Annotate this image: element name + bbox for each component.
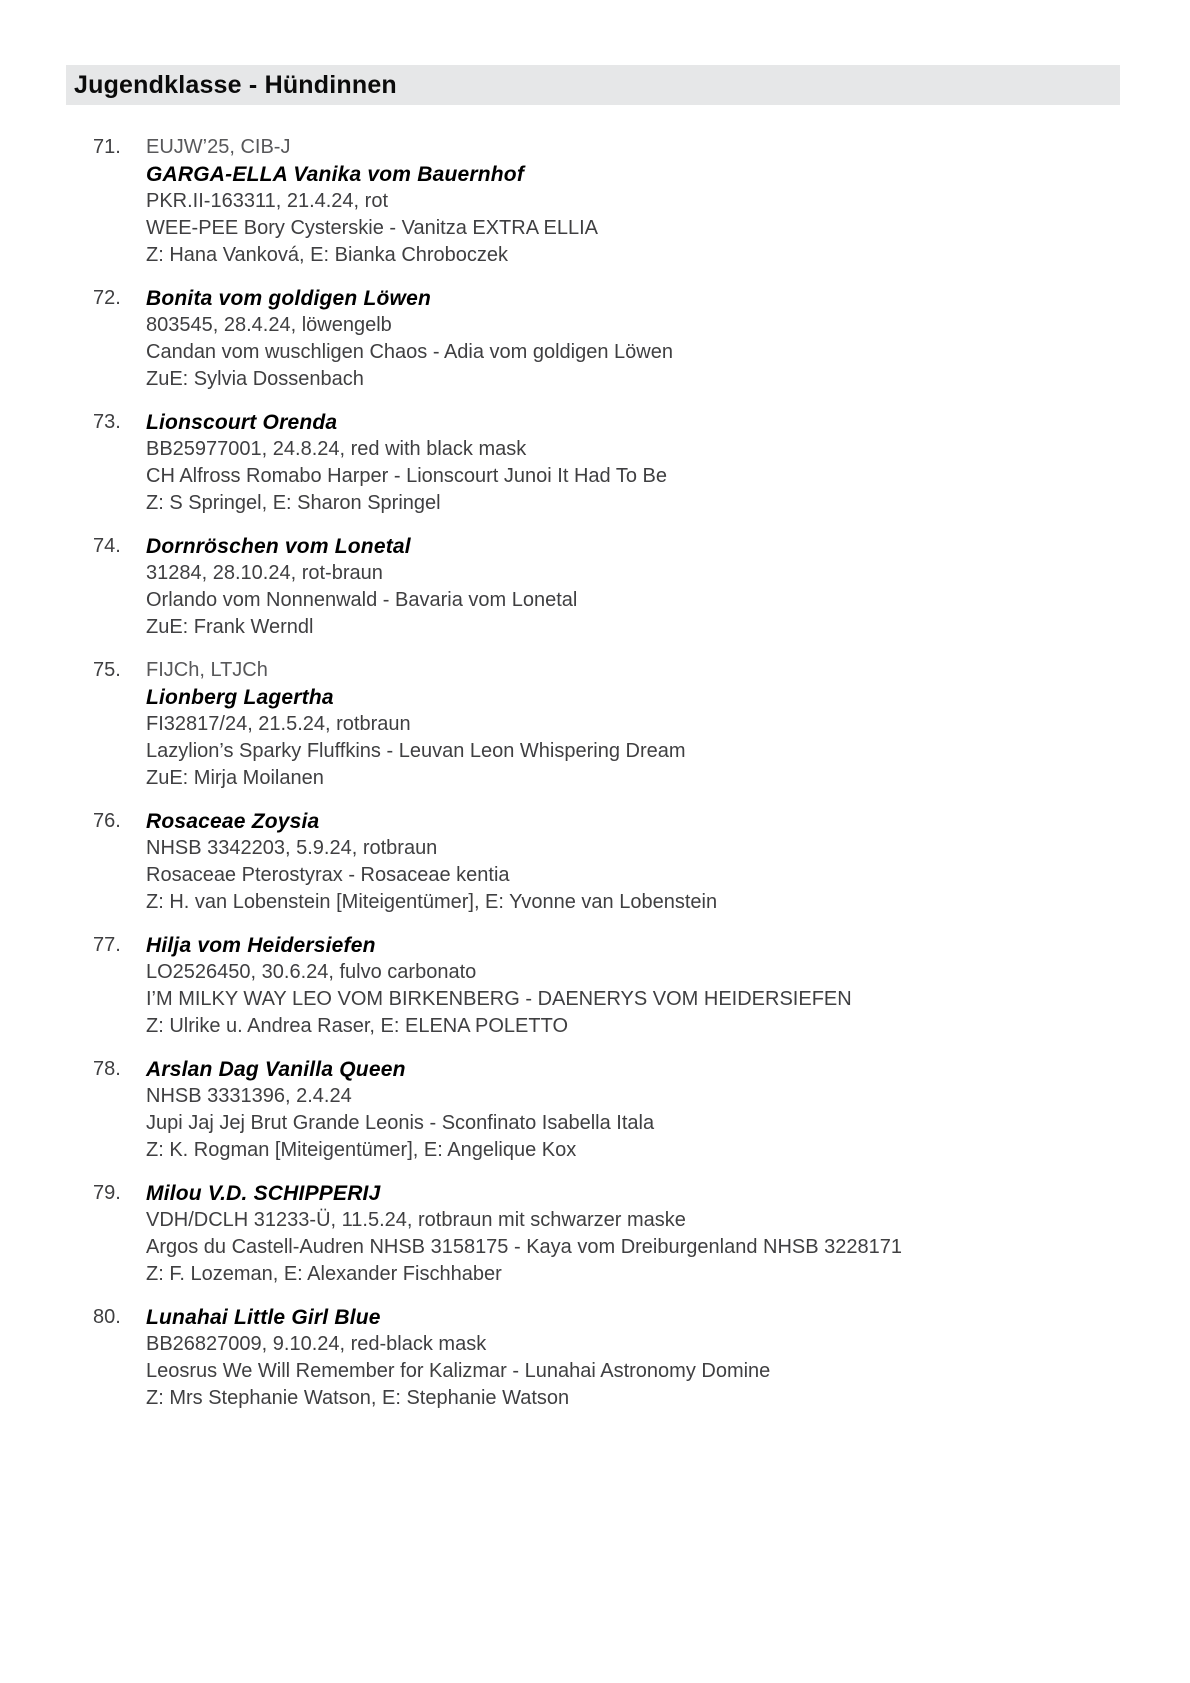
entry: [93, 285, 1150, 393]
entry-titles: FIJCh, LTJCh: [146, 659, 268, 681]
entry-detail-line: ZuE: Frank Werndl: [146, 616, 314, 638]
entry-detail-line: Z: H. van Lobenstein [Miteigentümer], E: Yvonne van Lobenstein: [146, 891, 718, 913]
entry-detail-line: Lazylion’s Sparky Fluffkins - Leuvan Leon Whispering Dream: [146, 740, 686, 762]
entry-number: 78.: [93, 1058, 121, 1080]
entry-detail-line: Z: Ulrike u. Andrea Raser, E: ELENA POLETTO: [146, 1015, 569, 1037]
entry-name: Hilja vom Heidersiefen: [146, 934, 376, 957]
entry-detail-line: Argos du Castell-Audren NHSB 3158175 - Kaya vom Dreiburgenland NHSB 3228171: [146, 1236, 902, 1258]
entry-body: [146, 134, 1150, 269]
entry-number: 77.: [93, 934, 121, 956]
entry-body: [146, 409, 1150, 517]
entry-detail-line: ZuE: Sylvia Dossenbach: [146, 368, 364, 390]
entry-detail-line: I’M MILKY WAY LEO VOM BIRKENBERG - DAENERYS VOM HEIDERSIEFEN: [146, 988, 852, 1010]
entry-detail-line: LO2526450, 30.6.24, fulvo carbonato: [146, 961, 477, 983]
entry-name: GARGA-ELLA Vanika vom Bauernhof: [146, 163, 525, 186]
entry-name: Bonita vom goldigen Löwen: [146, 287, 431, 310]
entry-detail-line: 803545, 28.4.24, löwengelb: [146, 314, 392, 336]
entry-detail-line: Jupi Jaj Jej Brut Grande Leonis - Sconfinato Isabella Itala: [146, 1112, 655, 1134]
entry-name: Rosaceae Zoysia: [146, 810, 320, 833]
section-title: Jugendklasse - Hündinnen: [74, 70, 397, 99]
entry: [93, 409, 1150, 517]
entry-number: 73.: [93, 411, 121, 433]
entry: [93, 808, 1150, 916]
entry-detail-line: Candan vom wuschligen Chaos - Adia vom goldigen Löwen: [146, 341, 673, 363]
entry-detail-line: WEE-PEE Bory Cysterskie - Vanitza EXTRA ELLIA: [146, 217, 598, 239]
entry-detail-line: Orlando vom Nonnenwald - Bavaria vom Lonetal: [146, 589, 578, 611]
entry-detail-line: Rosaceae Pterostyrax - Rosaceae kentia: [146, 864, 510, 886]
entry-detail-line: Z: F. Lozeman, E: Alexander Fischhaber: [146, 1263, 502, 1285]
entry-body: [146, 1304, 1150, 1412]
entry-detail-line: BB26827009, 9.10.24, red-black mask: [146, 1333, 487, 1355]
entry-detail-line: Leosrus We Will Remember for Kalizmar - Lunahai Astronomy Domine: [146, 1360, 771, 1382]
entry-body: [146, 808, 1150, 916]
entry-detail-line: BB25977001, 24.8.24, red with black mask: [146, 438, 527, 460]
entry-detail-line: Z: Hana Vanková, E: Bianka Chroboczek: [146, 244, 509, 266]
entry-name: Milou V.D. SCHIPPERIJ: [146, 1182, 381, 1205]
entry-body: [146, 533, 1150, 641]
entry-name: Lionscourt Orenda: [146, 411, 338, 434]
entry: [93, 1304, 1150, 1412]
entry: [93, 1180, 1150, 1288]
entry-detail-line: CH Alfross Romabo Harper - Lionscourt Junoi It Had To Be: [146, 465, 667, 487]
entry: [93, 657, 1150, 792]
entry-number: 75.: [93, 659, 121, 681]
entry-detail-line: NHSB 3342203, 5.9.24, rotbraun: [146, 837, 438, 859]
entry-name: Arslan Dag Vanilla Queen: [146, 1058, 406, 1081]
entry-detail-line: ZuE: Mirja Moilanen: [146, 767, 324, 789]
section-header: [66, 65, 1120, 105]
entry-body: [146, 657, 1150, 792]
entry-detail-line: PKR.II-163311, 21.4.24, rot: [146, 190, 389, 212]
entry-number: 74.: [93, 535, 121, 557]
entry-detail-line: VDH/DCLH 31233-Ü, 11.5.24, rotbraun mit schwarzer maske: [146, 1209, 686, 1231]
entry-body: [146, 932, 1150, 1040]
entry-name: Dornröschen vom Lonetal: [146, 535, 411, 558]
entry: [93, 134, 1150, 269]
entry-number: 76.: [93, 810, 121, 832]
entry-number: 71.: [93, 136, 121, 158]
entry-body: [146, 285, 1150, 393]
entry: [93, 1056, 1150, 1164]
entry: [93, 932, 1150, 1040]
entry-name: Lunahai Little Girl Blue: [146, 1306, 381, 1329]
entry-detail-line: 31284, 28.10.24, rot-braun: [146, 562, 383, 584]
entry-detail-line: Z: K. Rogman [Miteigentümer], E: Angelique Kox: [146, 1139, 577, 1161]
entry-list: [93, 134, 1150, 1428]
entry-number: 80.: [93, 1306, 121, 1328]
entry-body: [146, 1180, 1150, 1288]
entry-titles: EUJW’25, CIB-J: [146, 136, 291, 158]
entry-number: 72.: [93, 287, 121, 309]
entry-number: 79.: [93, 1182, 121, 1204]
entry-body: [146, 1056, 1150, 1164]
entry-detail-line: NHSB 3331396, 2.4.24: [146, 1085, 352, 1107]
entry-name: Lionberg Lagertha: [146, 686, 334, 709]
entry-detail-line: Z: Mrs Stephanie Watson, E: Stephanie Watson: [146, 1387, 570, 1409]
entry-detail-line: FI32817/24, 21.5.24, rotbraun: [146, 713, 411, 735]
entry-detail-line: Z: S Springel, E: Sharon Springel: [146, 492, 441, 514]
entry: [93, 533, 1150, 641]
